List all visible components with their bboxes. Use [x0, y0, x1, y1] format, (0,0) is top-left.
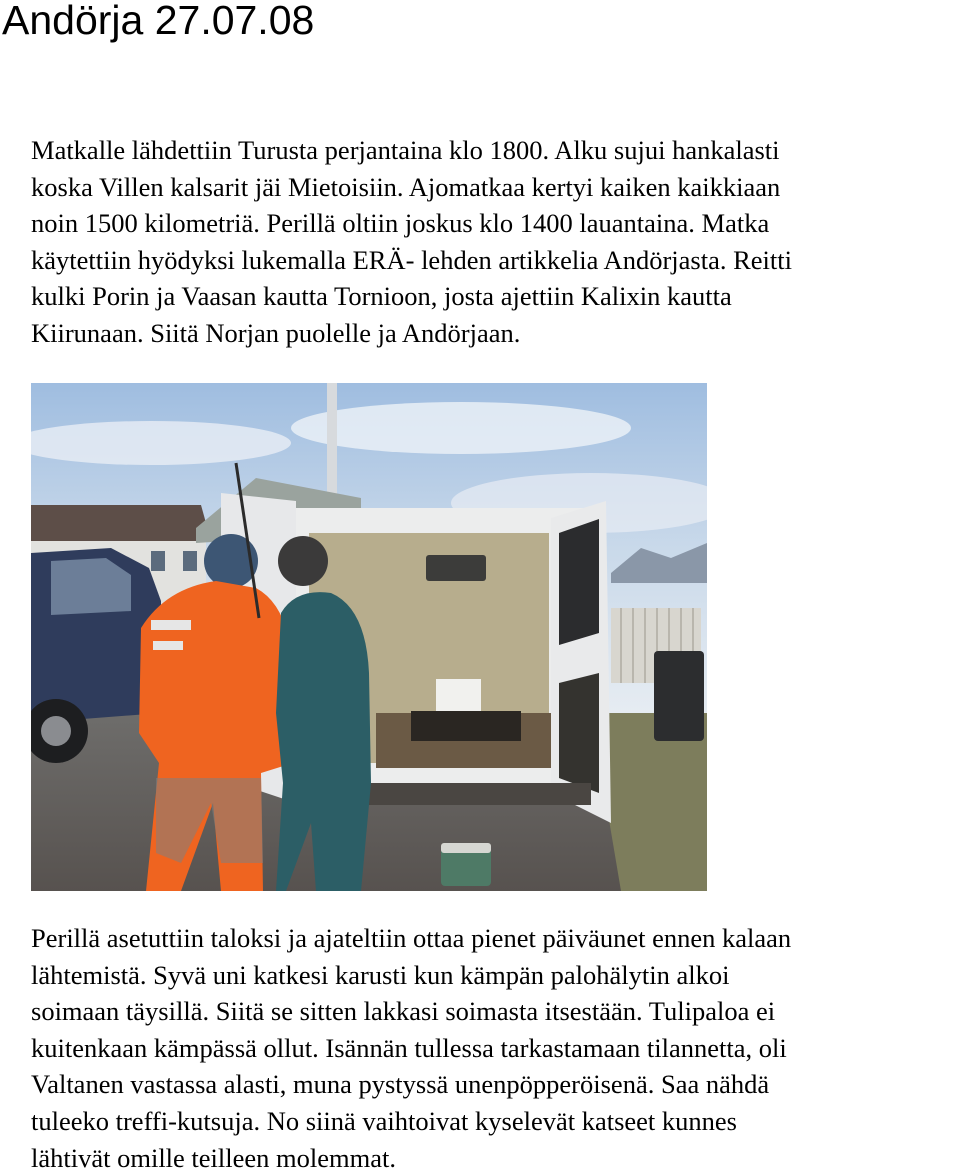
paragraph-arrival	[31, 920, 959, 1176]
paragraph-line: Valtanen vastassa alasti, muna pystyssä unenpöpperöisenä. Saa nähdä	[31, 1069, 770, 1100]
paragraph-line: Perillä asetuttiin taloksi ja ajateltiin ottaa pienet päiväunet ennen kalaan	[31, 923, 792, 953]
paragraph-travel	[31, 132, 959, 352]
page-title: Andörja 27.07.08	[2, 0, 315, 43]
paragraph-line: kuitenkaan kämpässä ollut. Isännän tullessa tarkastamaan tilannetta, oli	[31, 1032, 787, 1063]
paragraph-line: käytettiin hyödyksi lukemalla ERÄ- lehden artikkelia Andörjasta. Reitti	[31, 244, 792, 275]
paragraph-line: soimaan täysillä. Siitä se sitten lakkasi soimasta itsestään. Tulipaloa ei	[31, 996, 776, 1027]
paragraph-line: noin 1500 kilometriä. Perillä oltiin joskus klo 1400 lauantaina. Matka	[31, 208, 770, 239]
paragraph-line: Matkalle lähdettiin Turusta perjantaina klo 1800. Alku sujui hankalasti	[31, 135, 780, 165]
paragraph-line: tuleeko treffi-kutsuja. No siinä vaihtoivat kyselevät katseet kunnes	[31, 1105, 737, 1136]
paragraph-line: lähtivät omille teilleen molemmat.	[31, 1142, 397, 1173]
paragraph-line: lähtemistä. Syvä uni katkesi karusti kun kämpän palohälytin alkoi	[31, 959, 730, 990]
paragraph-line: koska Villen kalsarit jäi Mietoisiin. Ajomatkaa kertyi kaiken kaikkiaan	[31, 171, 781, 202]
photo-van-with-two-people	[31, 383, 707, 891]
paragraph-line: Kiirunaan. Siitä Norjan puolelle ja Andörjaan.	[31, 317, 521, 348]
paragraph-line: kulki Porin ja Vaasan kautta Tornioon, josta ajettiin Kalixin kautta	[31, 281, 732, 312]
